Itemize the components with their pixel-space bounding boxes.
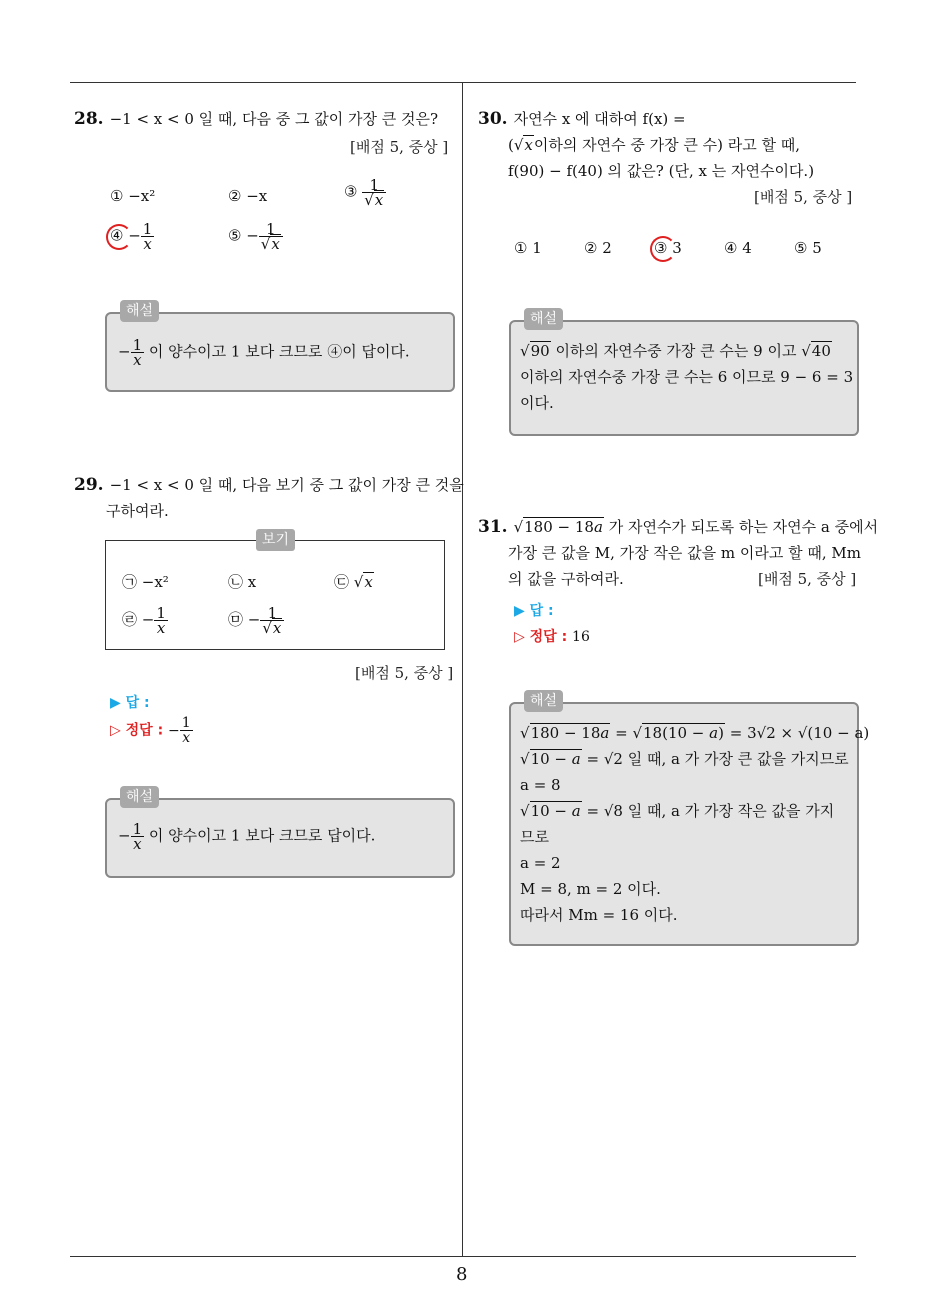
q31-number: 31. bbox=[478, 517, 508, 537]
q29-bogi-1: ㉠ −x² bbox=[122, 573, 169, 591]
q29-bogi-2: ㉡ x bbox=[228, 573, 257, 591]
q31-question-line1: 31. √180 − 18a 가 자연수가 되도록 하는 자연수 a 중에서 bbox=[478, 517, 879, 537]
q31-question-line3: 의 값을 구하여라. bbox=[508, 570, 624, 588]
q31-explanation-line2: √10 − a = √2 일 때, a 가 가장 큰 값을 가지므로 bbox=[520, 750, 849, 768]
q29-bogi-5: ㉤ − $\frac{1}{√x}$ bbox=[228, 606, 284, 635]
q30-question-line1 bbox=[478, 108, 686, 130]
q30-explanation-line3: 이다. bbox=[520, 394, 554, 412]
q29-bogi-4: ㉣ − $\frac{1}{x}$ bbox=[122, 604, 166, 637]
q30-explanation-tab: 해설 bbox=[524, 308, 563, 330]
q28-explanation: − $\frac{1}{x}$ 이 양수이고 1 보다 크므로 ④이 답이다. bbox=[118, 336, 410, 369]
q30-question-line2: (√x이하의 자연수 중 가장 큰 수) 라고 할 때, bbox=[508, 136, 801, 154]
q29-explanation: − $\frac{1}{x}$ 이 양수이고 1 보다 크므로 답이다. bbox=[118, 820, 376, 853]
q31-correct-label: ▷ 정답 : 16 bbox=[514, 629, 590, 645]
q30-text1: 자연수 x 에 대하여 f(x) = bbox=[513, 110, 686, 128]
q28-choice-4[interactable]: ④ − $\frac{1}{x}$ bbox=[110, 220, 153, 253]
q29-text1: −1 < x < 0 일 때, 다음 보기 중 그 값이 가장 큰 것을 bbox=[109, 476, 464, 494]
q31-explanation-line1: √180 − 18a = √18(10 − a) = 3√2 × √(10 − a) bbox=[520, 724, 870, 742]
q31-explanation-tab: 해설 bbox=[524, 690, 563, 712]
q30-meta: [배점 5, 중상 ] bbox=[754, 188, 853, 206]
q29-explanation-tab: 해설 bbox=[120, 786, 159, 808]
q31-explanation-line6: a = 2 bbox=[520, 854, 561, 872]
q29-bogi-3: ㉢ √x bbox=[334, 573, 373, 591]
q31-explanation-line5: 므로 bbox=[520, 828, 549, 846]
q30-choice-2[interactable]: ② 2 bbox=[584, 239, 612, 257]
q31-correct-value: 16 bbox=[572, 629, 590, 645]
q31-explanation-line3: a = 8 bbox=[520, 776, 561, 794]
q29-question-line2: 구하여라. bbox=[106, 502, 169, 520]
bottom-rule bbox=[70, 1256, 856, 1257]
q30-question-line3: f(90) − f(40) 의 값은? (단, x 는 자연수이다.) bbox=[508, 162, 815, 180]
q31-answer-label: ▶ 답 : bbox=[514, 603, 554, 619]
q28-choice-2[interactable]: ② −x bbox=[228, 187, 268, 205]
q31-question-line2: 가장 큰 값을 M, 가장 작은 값을 m 이라고 할 때, Mm bbox=[508, 544, 861, 562]
q31-meta: [배점 5, 중상 ] bbox=[758, 570, 857, 588]
q29-number: 29. bbox=[74, 475, 104, 495]
q30-explanation-line2: 이하의 자연수중 가장 큰 수는 6 이므로 9 − 6 = 3 bbox=[520, 368, 854, 386]
q30-choice-1[interactable]: ① 1 bbox=[514, 239, 542, 257]
q28-choice-3[interactable]: ③ $\frac{1}{√x}$ bbox=[344, 178, 386, 207]
q29-answer-label: ▶ 답 : bbox=[110, 695, 150, 711]
q29-question-line1 bbox=[74, 474, 464, 496]
q28-number: 28. bbox=[74, 109, 104, 129]
q28-text: −1 < x < 0 일 때, 다음 중 그 값이 가장 큰 것은? bbox=[109, 110, 438, 128]
q31-explanation-line8: 따라서 Mm = 16 이다. bbox=[520, 906, 678, 924]
q28-meta: [배점 5, 중상 ] bbox=[350, 138, 449, 156]
q30-explanation-line1: √90 이하의 자연수중 가장 큰 수는 9 이고 √40 bbox=[520, 342, 831, 360]
q31-explanation-line4: √10 − a = √8 일 때, a 가 가장 작은 값을 가지 bbox=[520, 802, 835, 820]
q28-question bbox=[74, 108, 438, 130]
q29-bogi-tab: 보기 bbox=[256, 529, 295, 551]
q29-correct-label: ▷ 정답 : − $\frac{1}{x}$ bbox=[110, 715, 191, 746]
top-rule bbox=[70, 82, 856, 83]
q30-choice-5[interactable]: ⑤ 5 bbox=[794, 239, 822, 257]
q30-choice-3[interactable]: ③ 3 bbox=[654, 239, 682, 257]
page-number: 8 bbox=[456, 1264, 468, 1285]
q29-meta: [배점 5, 중상 ] bbox=[355, 664, 454, 682]
q28-choice-1[interactable]: ① −x² bbox=[110, 187, 156, 205]
q31-explanation-line7: M = 8, m = 2 이다. bbox=[520, 880, 661, 898]
q28-choice-5[interactable]: ⑤ − $\frac{1}{√x}$ bbox=[228, 222, 283, 251]
q30-number: 30. bbox=[478, 109, 508, 129]
column-divider bbox=[462, 82, 463, 1256]
q28-explanation-tab: 해설 bbox=[120, 300, 159, 322]
q30-choice-4[interactable]: ④ 4 bbox=[724, 239, 752, 257]
